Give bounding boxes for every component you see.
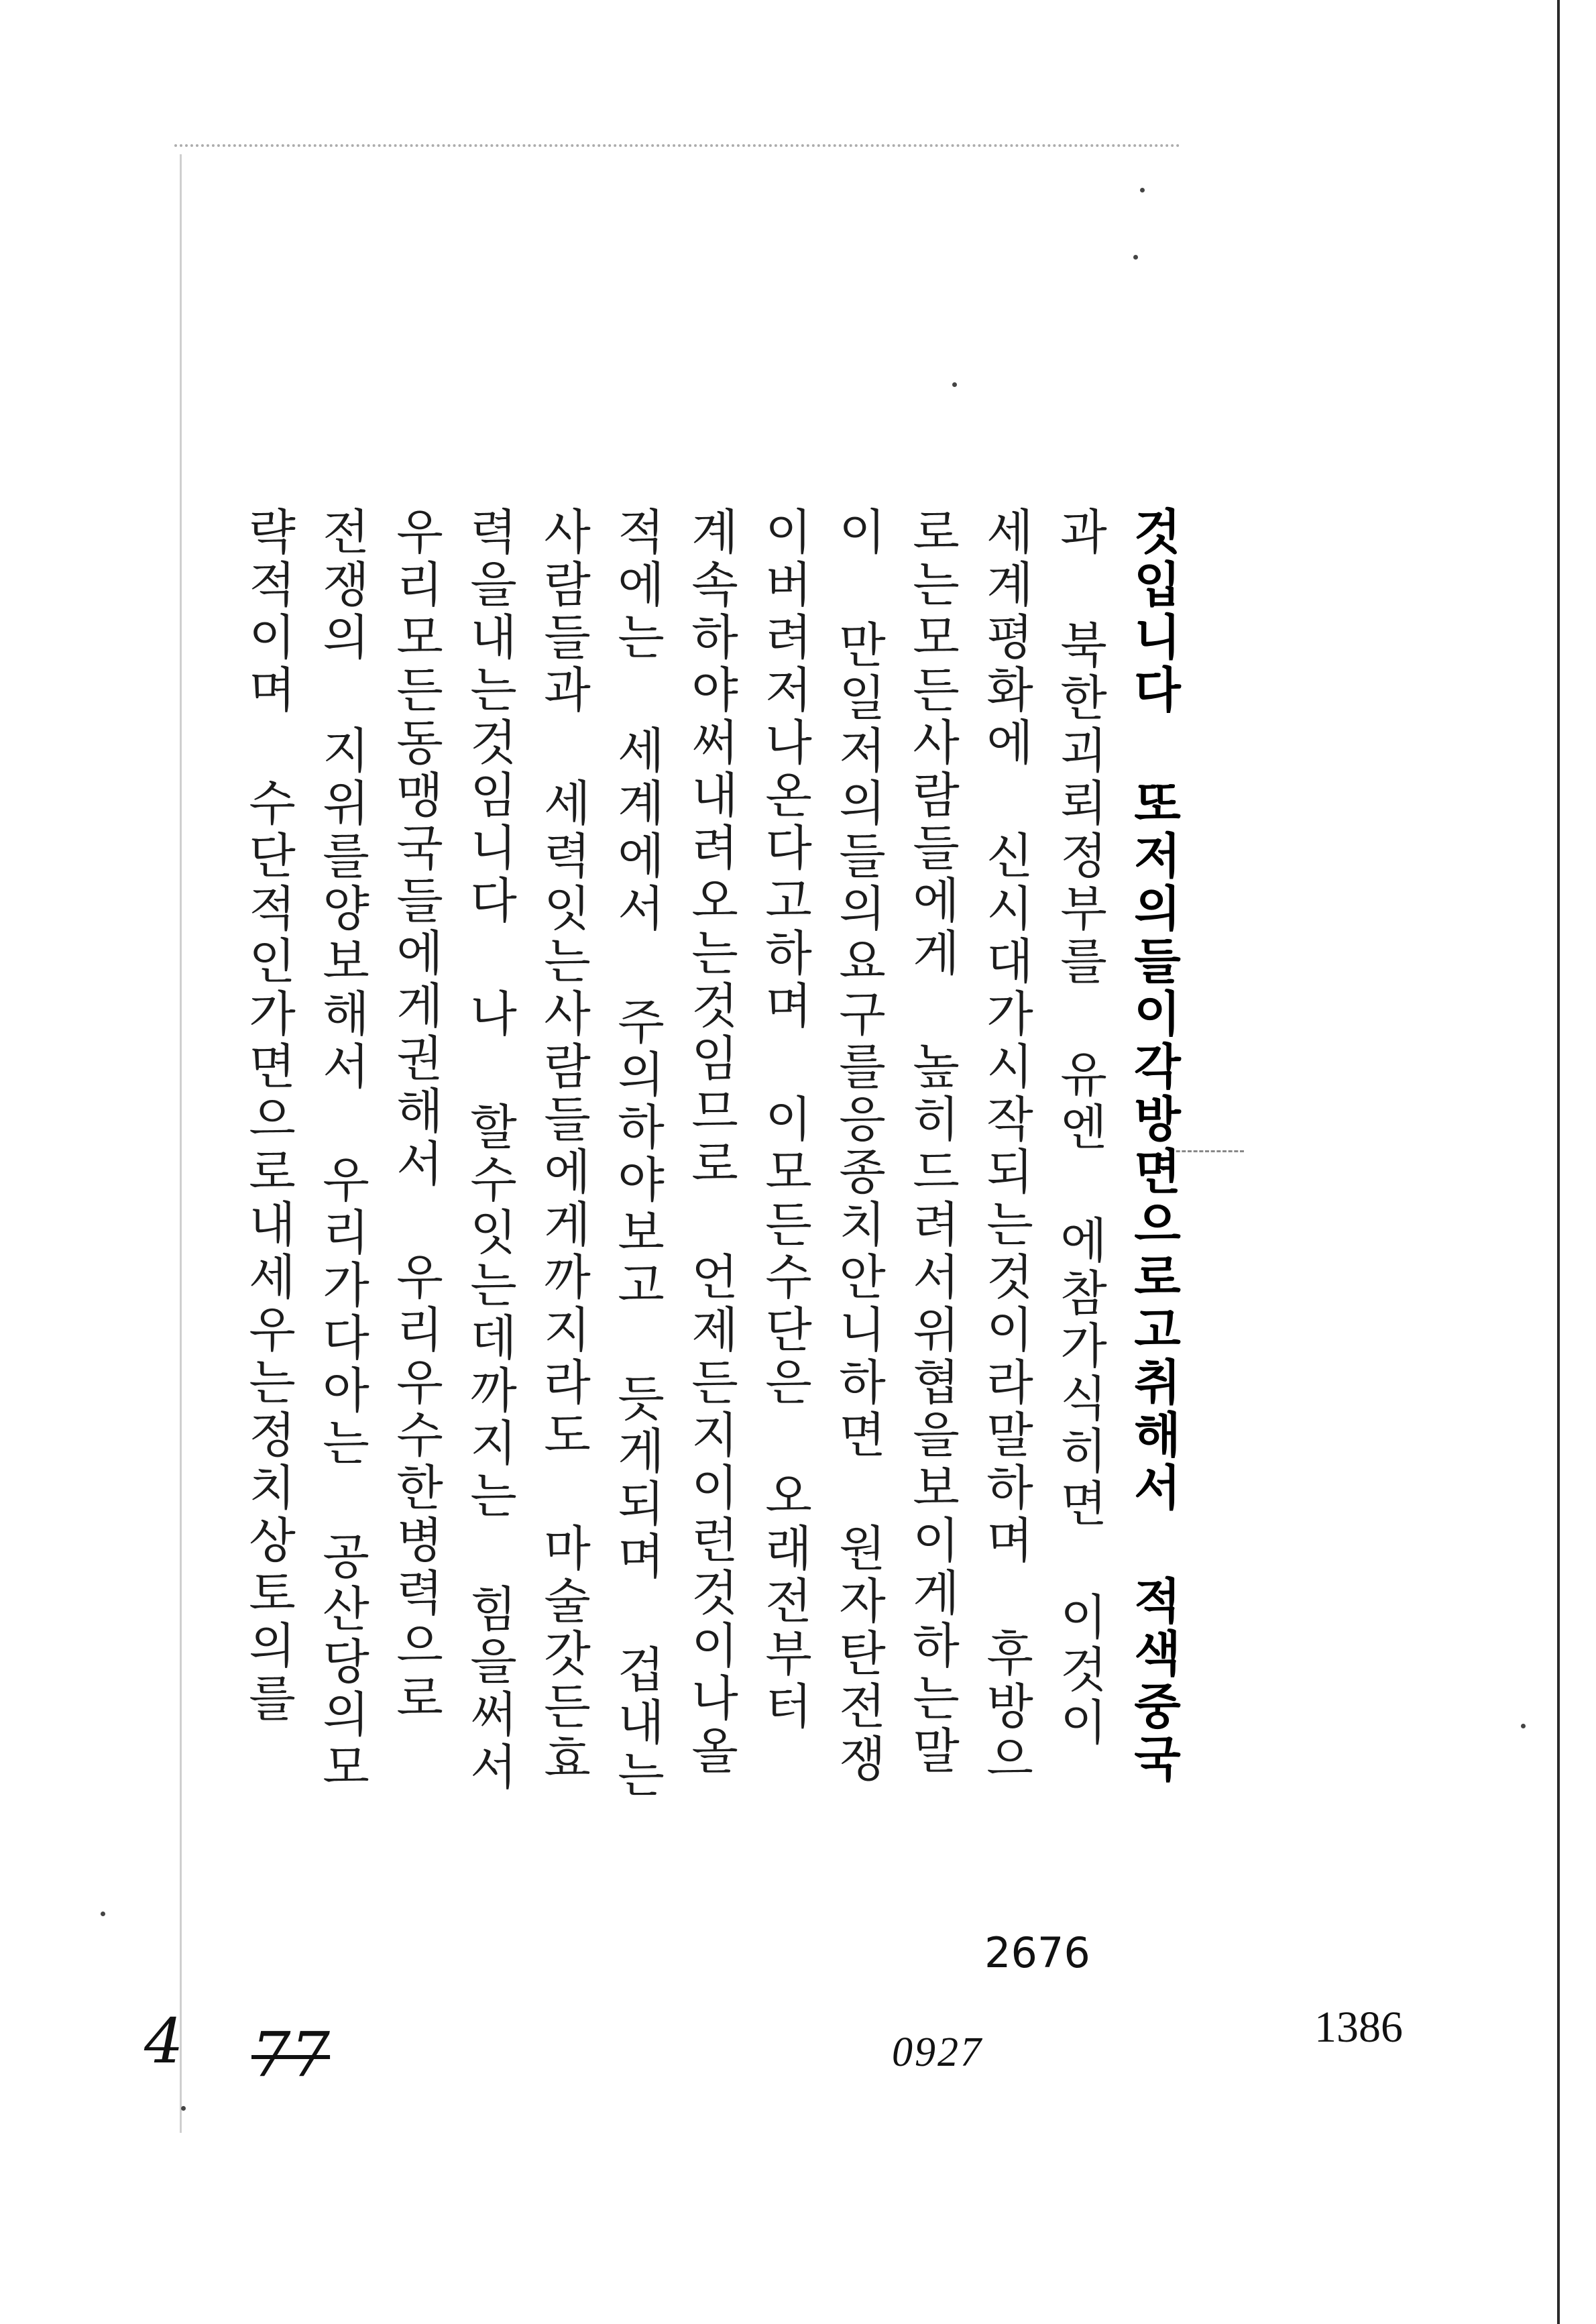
scan-speck bbox=[952, 382, 957, 387]
scan-left-margin-line bbox=[180, 154, 182, 2133]
page-number-serial: 0927 bbox=[892, 2030, 983, 2075]
text-column-12: 전쟁의 지위를양보해서 우리가다아는 공산당의모 bbox=[314, 506, 370, 1794]
text-column-10: 력을내는것임니다 나 할수잇는데까지는 힘을써서 bbox=[461, 506, 518, 1794]
page-number-archive: 1386 bbox=[1314, 2003, 1403, 2052]
scan-top-dots bbox=[174, 144, 1180, 174]
text-column-11: 우리모든동맹국들에게권해서 우리우수한병력으로 bbox=[388, 506, 444, 1726]
text-column-13: 략적이며 수단적인가면으로내세우는정치상토의를 bbox=[240, 506, 296, 1726]
text-column-7: 계속하야써내려오는것임므로 언제든지이런것이나올 bbox=[683, 506, 739, 1778]
scan-speck bbox=[1133, 255, 1138, 260]
handwritten-struck-number: 77 bbox=[251, 2019, 331, 2091]
handwritten-mark-left: 4 bbox=[144, 2005, 184, 2077]
text-column-3: 세계평화에 신시대가시작되는것이라말하며 후방으 bbox=[978, 506, 1034, 1786]
text-column-6: 이버려저나온다고하며 이모든수단은 오래전부터 bbox=[756, 506, 813, 1734]
text-column-4: 로는모든사람들에게 높히드려서위협을보이게하는말 bbox=[904, 506, 960, 1778]
text-column-1: 것입니다 또저의들이각방면으로고취해서 적색중국 bbox=[1125, 506, 1182, 1786]
scan-speck bbox=[101, 1912, 105, 1916]
scan-speck bbox=[181, 2106, 186, 2111]
text-column-9: 사람들과 세력잇는사람들에게까지라도 마술갓든효 bbox=[535, 506, 591, 1786]
scan-speck bbox=[1521, 1724, 1526, 1728]
text-column-8: 적에는 세계에서 주의하야보고 듯게되며 겁내는 bbox=[609, 506, 665, 1802]
scan-right-edge-line bbox=[1557, 0, 1560, 2324]
page-number-stamp: 2676 bbox=[984, 1928, 1090, 1977]
text-column-5: 이 만일저의들의요구를응종치안니하면 원자탄전쟁 bbox=[830, 506, 887, 1786]
scan-speck bbox=[1140, 188, 1145, 192]
text-column-2: 과 북한괴뢰정부를 유엔 에참가식히면 이것이 bbox=[1051, 506, 1108, 1750]
